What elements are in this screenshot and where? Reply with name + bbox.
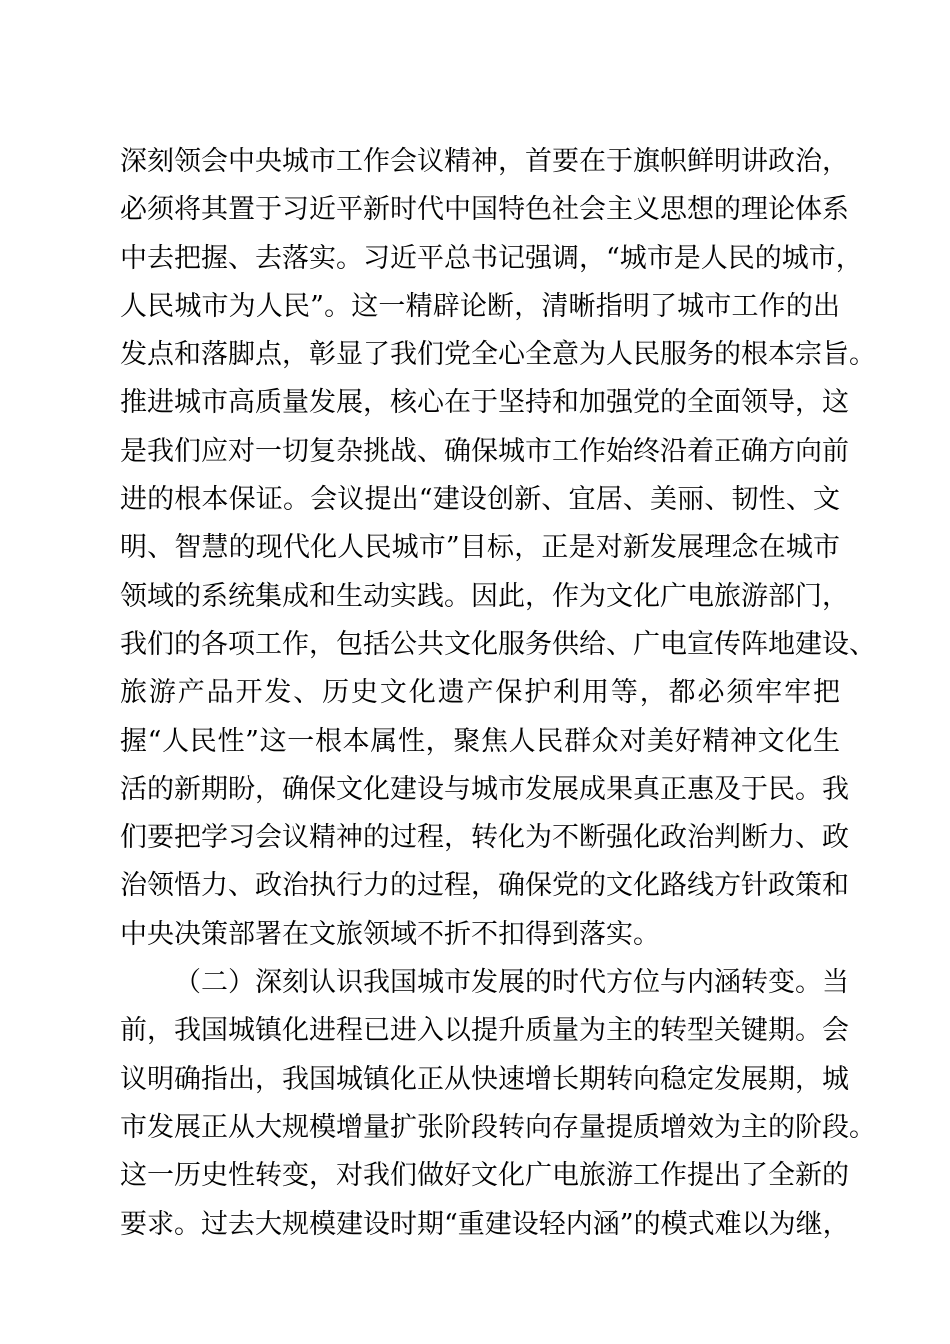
text-line: 中去把握、去落实。习近平总书记强调，“城市是人民的城市， bbox=[120, 242, 863, 274]
text-line: 推进城市高质量发展，核心在于坚持和加强党的全面领导，这 bbox=[120, 387, 849, 419]
text-line: 必须将其置于习近平新时代中国特色社会主义思想的理论体系 bbox=[120, 194, 849, 226]
text-line: 进的根本保证。会议提出“建设创新、宜居、美丽、韧性、文 bbox=[120, 484, 840, 516]
text-line: 领域的系统集成和生动实践。因此，作为文化广电旅游部门， bbox=[120, 580, 849, 612]
section-heading-line: （二）深刻认识我国城市发展的时代方位与内涵转变。当 bbox=[174, 967, 849, 999]
paragraph-end-line: 中央决策部署在文旅领域不折不扣得到落实。 bbox=[120, 918, 660, 950]
text-line: 我们的各项工作，包括公共文化服务供给、广电宣传阵地建设、 bbox=[120, 628, 876, 660]
text-line: 是我们应对一切复杂挑战、确保城市工作始终沿着正确方向前 bbox=[120, 435, 849, 467]
text-line: 旅游产品开发、历史文化遗产保护利用等，都必须牢牢把 bbox=[120, 677, 840, 709]
text-line: 握“人民性”这一根本属性，聚焦人民群众对美好精神文化生 bbox=[120, 725, 840, 757]
text-line: 要求。过去大规模建设时期“重建设轻内涵”的模式难以为继， bbox=[120, 1208, 850, 1240]
text-line: 活的新期盼，确保文化建设与城市发展成果真正惠及于民。我 bbox=[120, 773, 849, 805]
text-line: 议明确指出，我国城镇化正从快速增长期转向稳定发展期，城 bbox=[120, 1063, 849, 1095]
body-text bbox=[120, 138, 876, 1249]
text-line: 人民城市为人民”。这一精辟论断，清晰指明了城市工作的出 bbox=[120, 290, 840, 322]
text-line: 深刻领会中央城市工作会议精神，首要在于旗帜鲜明讲政治， bbox=[120, 146, 849, 177]
text-line: 明、智慧的现代化人民城市”目标，正是对新发展理念在城市 bbox=[120, 532, 840, 564]
text-line: 这一历史性转变，对我们做好文化广电旅游工作提出了全新的 bbox=[120, 1160, 849, 1192]
text-line: 前，我国城镇化进程已进入以提升质量为主的转型关键期。会 bbox=[120, 1015, 849, 1047]
text-line: 市发展正从大规模增量扩张阶段转向存量提质增效为主的阶段。 bbox=[120, 1111, 876, 1143]
text-line: 们要把学习会议精神的过程，转化为不断强化政治判断力、政 bbox=[120, 822, 849, 854]
text-line: 发点和落脚点，彰显了我们党全心全意为人民服务的根本宗旨。 bbox=[120, 339, 876, 371]
text-line: 治领悟力、政治执行力的过程，确保党的文化路线方针政策和 bbox=[120, 870, 849, 902]
